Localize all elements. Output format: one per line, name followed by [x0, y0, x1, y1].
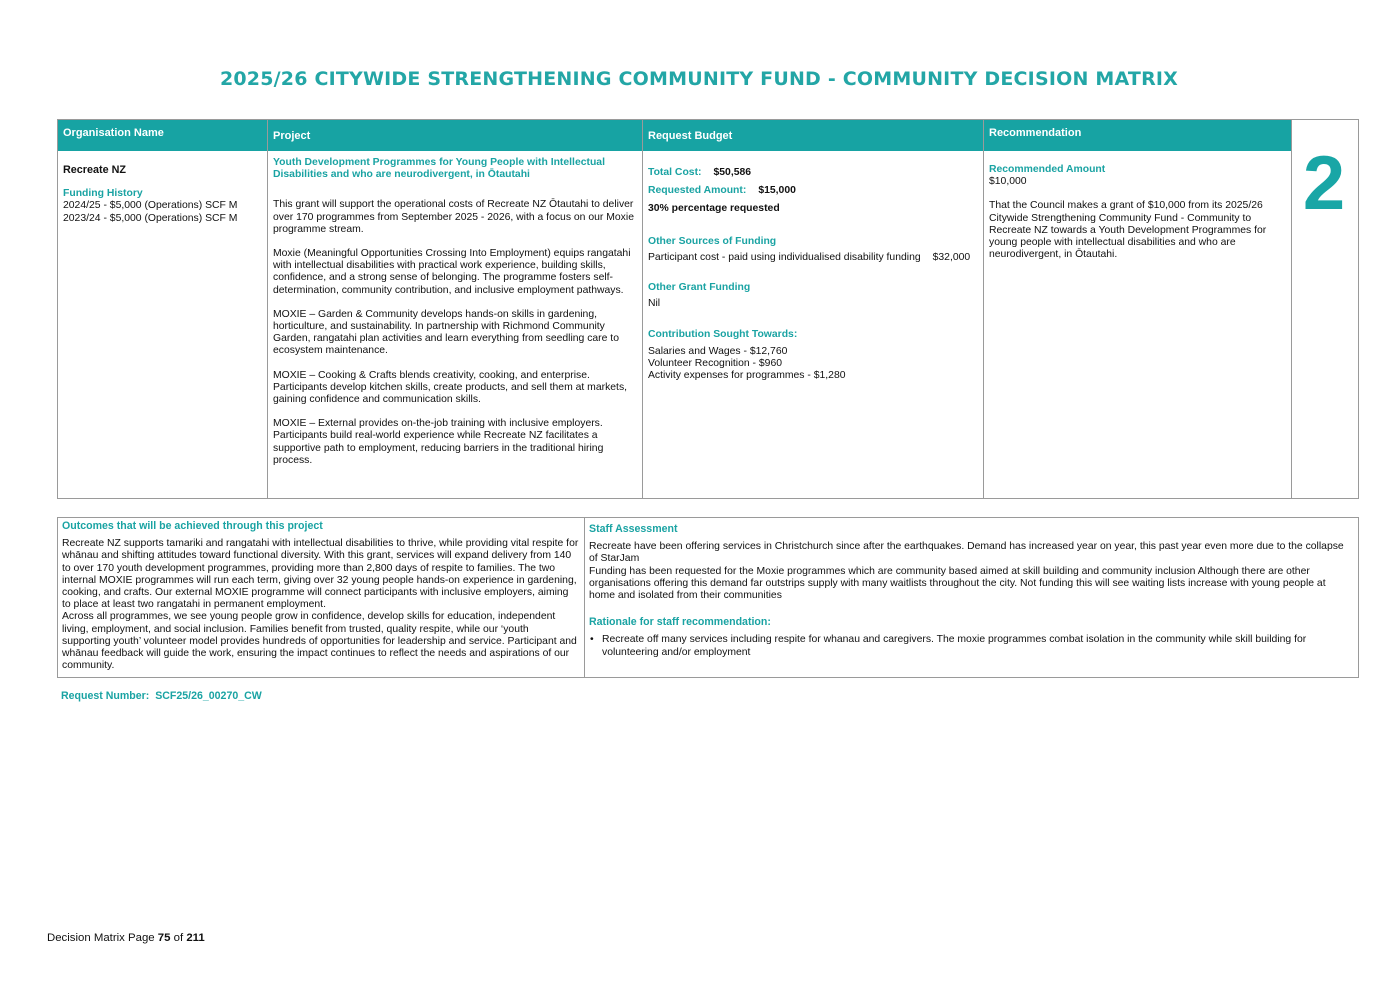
organisation-column [58, 120, 268, 498]
project-header: Project [268, 120, 642, 151]
rationale-list [589, 634, 1353, 658]
contribution-item: Volunteer Recognition - $960 [648, 357, 783, 369]
other-sources-item: Participant cost - paid using individualised disability funding [648, 251, 921, 263]
budget-header: Request Budget [643, 120, 983, 151]
other-sources-label: Other Sources of Funding [648, 235, 777, 247]
project-column [268, 120, 643, 498]
priority-number: 2 [1302, 141, 1346, 226]
project-title: Youth Development Programmes for Young People with Intellectual Disabilities and who are neurodivergent, in Ōtautahi [273, 157, 605, 181]
contribution-label: Contribution Sought Towards: [648, 329, 798, 341]
percentage-requested: 30% percentage requested [648, 203, 780, 215]
footer-label: Decision Matrix Page [47, 932, 155, 944]
assessment-table [57, 517, 1359, 678]
other-grant-value: Nil [648, 298, 661, 310]
recommended-amount-value: $10,000 [989, 176, 1027, 188]
footer-of: of [173, 932, 184, 944]
total-cost-label: Total Cost: [648, 167, 702, 178]
footer-total-pages: 211 [186, 932, 205, 944]
request-number-value: SCF25/26_00270_CW [155, 690, 262, 702]
contribution-item: Activity expenses for programmes - $1,280 [648, 370, 846, 382]
page-footer [47, 932, 205, 944]
funding-history-label: Funding History [63, 188, 143, 200]
decision-matrix-table [57, 119, 1359, 499]
rationale-label: Rationale for staff recommendation: [589, 616, 771, 629]
staff-assessment-cell [585, 518, 1358, 677]
other-grant-label: Other Grant Funding [648, 282, 751, 294]
other-sources-value: $32,000 [932, 251, 971, 263]
priority-column [1292, 120, 1358, 498]
outcomes-paragraph: Across all programmes, we see young people grow in confidence, develop skills for education, independent living, employment, and social inclusion. Families benefit from trusted, quality respite, while our ‘youth supporting youth’ volunteer model provides hundreds of opportunities for leadership and service. Participant and whānau feedback will guide the work, ensuring the impact continues to reflect the needs and aspirations of our community. [62, 611, 577, 672]
project-paragraph: MOXIE – Garden & Community develops hands-on skills in gardening, horticulture, and sustainability. In partnership with Richmond Community Garden, rangatahi plan activities and learn everything from seedling care to ecosystem maintenance. [273, 308, 619, 357]
outcomes-paragraph: Recreate NZ supports tamariki and rangatahi with intellectual disabilities to thrive, while providing vital respite for whānau and shifting attitudes toward functional diversity. With this grant, services will expand delivery from 140 to over 170 youth development programmes, providing more than 2,800 days of respite to families. The two internal MOXIE programmes will run each term, giving over 32 young people hands-on experience in gardening, cooking, and crafts. Our external MOXIE programme will connect participants with inclusive employers, aiming to place at least two rangatahi in permanent employment. [62, 538, 579, 611]
budget-column [643, 120, 984, 498]
organisation-name: Recreate NZ [63, 164, 127, 176]
recommended-amount-label: Recommended Amount [989, 164, 1106, 175]
rationale-item: • Recreate off many services including respite for whanau and caregivers. The moxie programmes combat isolation in the community while skill building for volunteering and/or employment [602, 634, 1353, 658]
footer-page-number: 75 [157, 932, 171, 944]
project-paragraph: MOXIE – Cooking & Crafts blends creativity, cooking, and enterprise. Participants develop kitchen skills, create products, and sell them at markets, gaining confidence and communication skills. [273, 369, 628, 406]
staff-assessment-label: Staff Assessment [589, 523, 678, 535]
request-number-label: Request Number: [61, 690, 150, 702]
outcomes-cell [58, 518, 585, 677]
total-cost-row [648, 167, 978, 179]
funding-history-item: 2023/24 - $5,000 (Operations) SCF M [63, 212, 238, 224]
recommendation-header: Recommendation [984, 120, 1291, 151]
funding-history-item: 2024/25 - $5,000 (Operations) SCF M [63, 200, 238, 212]
requested-amount-label: Requested Amount: [648, 185, 747, 197]
requested-amount-value: $15,000 [758, 185, 796, 197]
contribution-item: Salaries and Wages - $12,760 [648, 345, 788, 357]
request-number [61, 690, 262, 702]
recommendation-text: That the Council makes a grant of $10,000 from its 2025/26 Citywide Strengthening Community Fund - Community to Recreate NZ towards a Youth Development Programmes for young people with intellectual disabilities and who are neurodivergent, in Ōtautahi. [989, 200, 1267, 261]
recommendation-column [984, 120, 1292, 498]
requested-amount-row [648, 185, 978, 197]
staff-paragraph: Funding has been requested for the Moxie programmes which are community based aimed at skill building and community inclusion Although there are other organisations offering this demand far outstrips supply with many waitlists throughout the city. Not funding this will see waiting lists increase with young people at home and isolated from their communities [589, 565, 1326, 602]
other-sources-row [648, 252, 978, 264]
organisation-header: Organisation Name [58, 120, 267, 151]
project-paragraph: MOXIE – External provides on-the-job training with inclusive employers. Participants build real-world experience while Recreate NZ facilitates a supportive path to employment, reducing barriers in the traditional hiring process. [273, 418, 604, 466]
project-paragraph: This grant will support the operational costs of Recreate NZ Ōtautahi to deliver over 170 programmes from September 2025 - 2026, with a focus on our Moxie programme stream. [273, 199, 634, 235]
project-paragraph: Moxie (Meaningful Opportunities Crossing Into Employment) equips rangatahi with intellectual disabilities with practical work experience, building skills, confidence, and a strong sense of belonging. The programme fosters self-determination, community contribution, and inclusive employment pathways. [273, 248, 631, 296]
outcomes-label: Outcomes that will be achieved through this project [62, 520, 323, 532]
staff-paragraph: Recreate have been offering services in Christchurch since after the earthquakes. Demand has increased year on year, this past year even more due to the collapse of StarJam [589, 541, 1344, 565]
total-cost-value: $50,586 [713, 167, 752, 178]
page-title: 2025/26 CITYWIDE STRENGTHENING COMMUNITY FUND - COMMUNITY DECISION MATRIX [219, 68, 1179, 90]
